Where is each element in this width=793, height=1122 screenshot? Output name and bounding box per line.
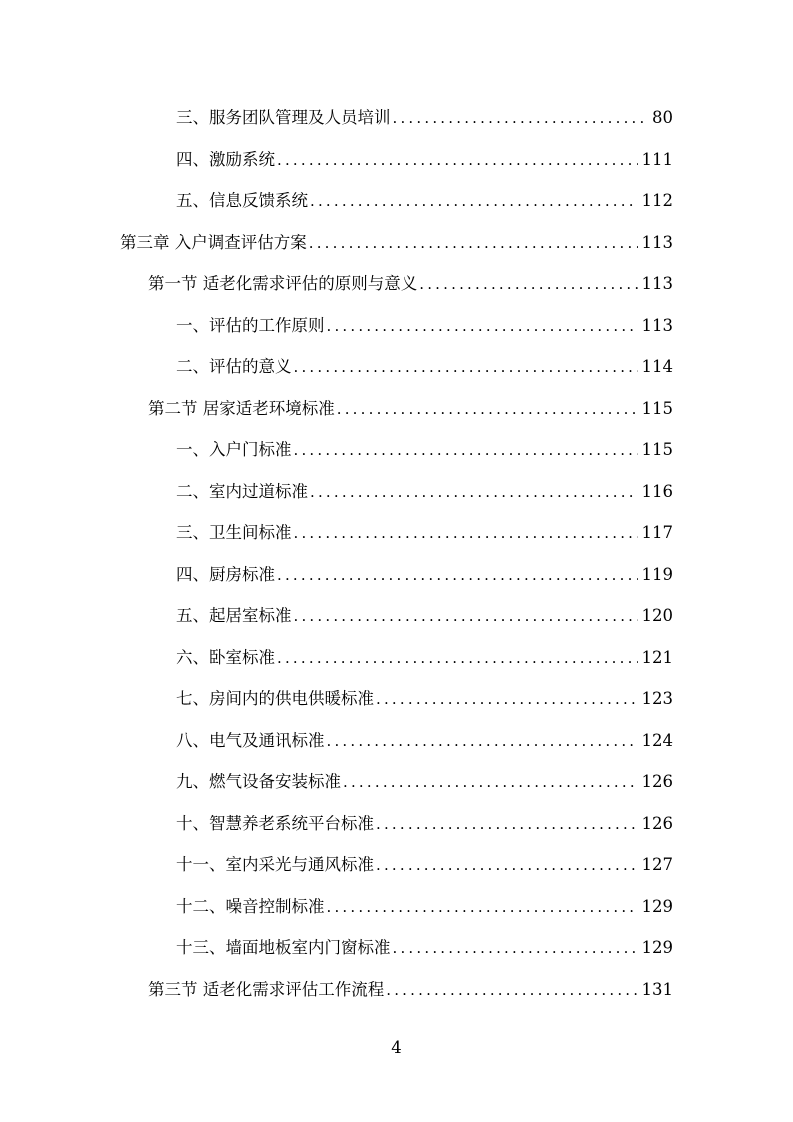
toc-entry-page: 114	[641, 357, 673, 376]
toc-entry[interactable]	[176, 148, 673, 172]
toc-leader-dots	[419, 272, 637, 296]
toc-entry-title: 一、入户门标准	[176, 440, 292, 459]
toc-leader-dots	[343, 770, 638, 794]
page-number: 4	[391, 1038, 402, 1057]
toc-entry-page: 117	[641, 523, 673, 542]
toc-entry-page: 126	[641, 772, 673, 791]
toc-entry-page: 129	[641, 938, 673, 957]
toc-entry-title: 一、评估的工作原则	[176, 316, 325, 335]
toc-entry[interactable]	[176, 604, 673, 628]
toc-entry[interactable]	[176, 770, 673, 794]
toc-entry-title: 八、电气及通讯标准	[176, 731, 325, 750]
toc-leader-dots	[386, 978, 637, 1002]
toc-entry-title: 十一、室内采光与通风标准	[176, 855, 374, 874]
toc-entry-title: 三、卫生间标准	[176, 523, 292, 542]
toc-entry-page: 124	[641, 731, 673, 750]
toc-leader-dots	[294, 355, 638, 379]
toc-leader-dots	[327, 729, 638, 753]
toc-entry-page: 121	[641, 648, 673, 667]
toc-entry-page: 126	[641, 814, 673, 833]
toc-entry-title: 五、起居室标准	[176, 606, 292, 625]
toc-entry-page: 113	[641, 233, 673, 252]
toc-entry[interactable]	[176, 521, 673, 545]
toc-entry-title: 十三、墙面地板室内门窗标准	[176, 938, 391, 957]
toc-entry-title: 十二、噪音控制标准	[176, 897, 325, 916]
toc-entry-title: 四、厨房标准	[176, 565, 275, 584]
toc-entry-section[interactable]	[148, 978, 673, 1002]
toc-leader-dots	[294, 438, 638, 462]
toc-entry-page: 127	[641, 855, 673, 874]
toc-entry-page: 115	[641, 399, 673, 418]
toc-leader-dots	[393, 936, 638, 960]
toc-entry-title: 二、室内过道标准	[176, 482, 308, 501]
toc-entry[interactable]	[176, 355, 673, 379]
toc-entry-title: 五、信息反馈系统	[176, 191, 308, 210]
toc-entry-title: 第三章 入户调查评估方案	[120, 233, 307, 252]
toc-entry[interactable]	[176, 895, 673, 919]
toc-entry[interactable]	[176, 687, 673, 711]
toc-entry[interactable]	[176, 106, 673, 130]
toc-entry[interactable]	[176, 812, 673, 836]
toc-entry-title: 二、评估的意义	[176, 357, 292, 376]
toc-entry-title: 第三节 适老化需求评估工作流程	[148, 980, 385, 999]
toc-entry-page: 119	[641, 565, 673, 584]
toc-entry-title: 六、卧室标准	[176, 648, 275, 667]
toc-entry[interactable]	[176, 438, 673, 462]
toc-entry-page: 129	[641, 897, 673, 916]
toc-entry-page: 131	[641, 980, 673, 999]
toc-entry[interactable]	[176, 314, 673, 338]
toc-entry[interactable]	[176, 729, 673, 753]
toc-entry-title: 十、智慧养老系统平台标准	[176, 814, 374, 833]
toc-entry-section[interactable]	[148, 397, 673, 421]
toc-entry[interactable]	[176, 563, 673, 587]
toc-entry-page: 123	[641, 689, 673, 708]
toc-entry[interactable]	[176, 480, 673, 504]
toc-leader-dots	[277, 148, 638, 172]
toc-leader-dots	[327, 314, 638, 338]
toc-leader-dots	[393, 106, 649, 130]
toc-entry[interactable]	[176, 853, 673, 877]
toc-leader-dots	[376, 687, 638, 711]
toc-entry-page: 112	[641, 191, 673, 210]
toc-entry[interactable]	[176, 646, 673, 670]
toc-entry[interactable]	[176, 189, 673, 213]
toc-entry-title: 第一节 适老化需求评估的原则与意义	[148, 274, 418, 293]
toc-entry[interactable]	[176, 936, 673, 960]
toc-leader-dots	[310, 189, 638, 213]
toc-leader-dots	[376, 853, 638, 877]
toc-leader-dots	[337, 397, 638, 421]
toc-leader-dots	[309, 231, 638, 255]
toc-leader-dots	[376, 812, 638, 836]
toc-entry-page: 116	[641, 482, 673, 501]
toc-entry-page: 80	[652, 108, 673, 127]
toc-leader-dots	[294, 604, 638, 628]
toc-leader-dots	[310, 480, 638, 504]
toc-entry-page: 113	[641, 316, 673, 335]
toc-entry-page: 120	[641, 606, 673, 625]
toc-entry-title: 七、房间内的供电供暖标准	[176, 689, 374, 708]
toc-leader-dots	[327, 895, 638, 919]
toc-entry-title: 九、燃气设备安装标准	[176, 772, 341, 791]
toc-entry-title: 四、激励系统	[176, 150, 275, 169]
toc-leader-dots	[277, 563, 638, 587]
toc-entry-title: 第二节 居家适老环境标准	[148, 399, 335, 418]
toc-entry-section[interactable]	[148, 272, 673, 296]
toc-entry-page: 111	[641, 150, 673, 169]
toc-leader-dots	[294, 521, 638, 545]
toc-entry-title: 三、服务团队管理及人员培训	[176, 108, 391, 127]
toc-entry-chapter[interactable]	[120, 231, 673, 255]
toc-leader-dots	[277, 646, 638, 670]
toc-entry-page: 113	[641, 274, 673, 293]
toc-entry-page: 115	[641, 440, 673, 459]
